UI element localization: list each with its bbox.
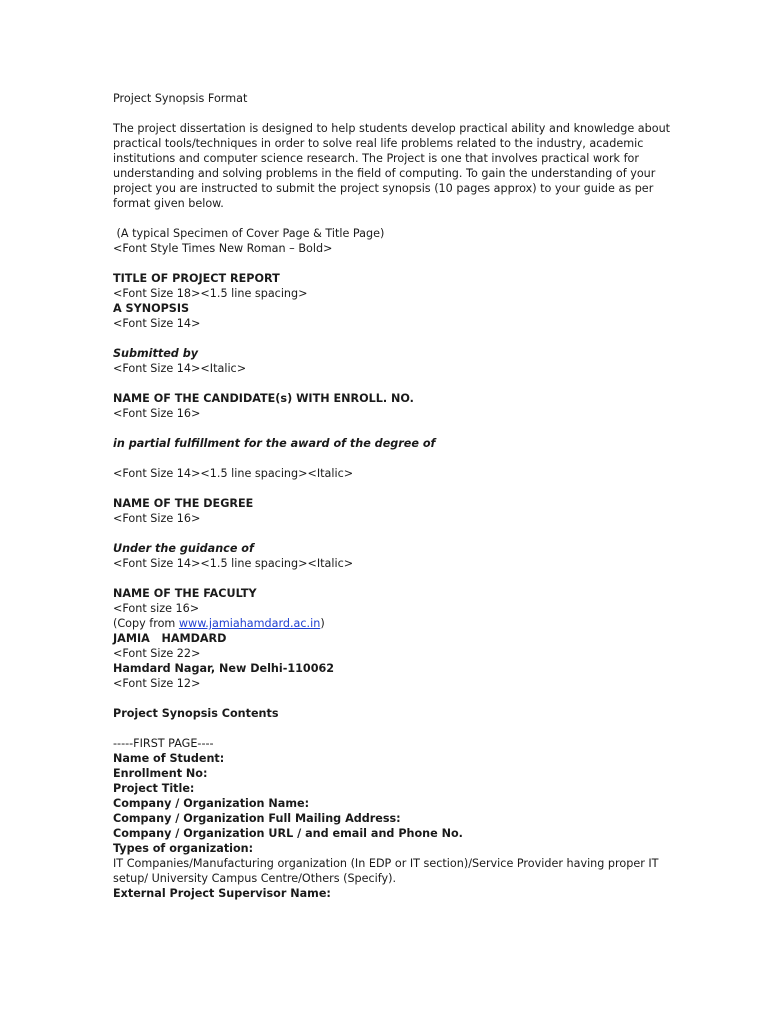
copy-from-line: [113, 616, 653, 631]
spacer: [113, 451, 653, 466]
intro-line: format given below.: [113, 197, 224, 210]
contents-heading: Project Synopsis Contents: [113, 707, 279, 720]
partial-fulfillment: in partial fulfillment for the award of the degree of: [113, 437, 436, 450]
intro-line: understanding and solving problems in the field of computing. To gain the understanding of your: [113, 167, 656, 180]
intro-line: practical tools/techniques in order to solve real life problems related to the industry, academic: [113, 137, 644, 150]
submitted-spec: <Font Size 14><Italic>: [113, 362, 247, 375]
field-label: Enrollment No:: [113, 767, 208, 780]
spacer: [113, 691, 653, 706]
degree-spec: <Font Size 16>: [113, 512, 201, 525]
field-label: Types of organization:: [113, 842, 254, 855]
candidate-spec: <Font Size 16>: [113, 407, 201, 420]
candidate-heading: NAME OF THE CANDIDATE(s) WITH ENROLL. NO.: [113, 392, 414, 405]
spacer: [113, 571, 653, 586]
org-types-line: IT Companies/Manufacturing organization (In EDP or IT section)/Service Provider having proper IT: [113, 857, 659, 870]
field-label: Company / Organization Name:: [113, 797, 310, 810]
font-style-note: <Font Style Times New Roman – Bold>: [113, 242, 333, 255]
intro-line: project you are instructed to submit the project synopsis (10 pages approx) to your guide as per: [113, 182, 654, 195]
spacer: [113, 421, 653, 436]
document-body: [113, 91, 671, 901]
synopsis-spec: <Font Size 14>: [113, 317, 201, 330]
field-label: Company / Organization Full Mailing Address:: [113, 812, 401, 825]
guidance-heading: Under the guidance of: [113, 542, 254, 555]
org-types-line: setup/ University Campus Centre/Others (Specify).: [113, 872, 397, 885]
spacer: [113, 106, 653, 121]
partial-spec: <Font Size 14><1.5 line spacing><Italic>: [113, 467, 354, 480]
title-spec: <Font Size 18><1.5 line spacing>: [113, 287, 308, 300]
field-label: Company / Organization URL / and email and Phone No.: [113, 827, 463, 840]
address-spec: <Font Size 12>: [113, 677, 201, 690]
copy-prefix: (Copy from: [113, 617, 179, 630]
faculty-heading: NAME OF THE FACULTY: [113, 587, 257, 600]
spacer: [113, 721, 653, 736]
guidance-spec: <Font Size 14><1.5 line spacing><Italic>: [113, 557, 354, 570]
field-label: Project Title:: [113, 782, 195, 795]
university-address: Hamdard Nagar, New Delhi-110062: [113, 662, 335, 675]
faculty-spec: <Font size 16>: [113, 602, 200, 615]
first-page-marker: -----FIRST PAGE----: [113, 737, 214, 750]
intro-line: institutions and computer science research. The Project is one that involves practical work for: [113, 152, 639, 165]
synopsis-heading: A SYNOPSIS: [113, 302, 190, 315]
university-website-link[interactable]: www.jamiahamdard.ac.in: [178, 617, 321, 630]
spacer: [113, 376, 653, 391]
degree-heading: NAME OF THE DEGREE: [113, 497, 254, 510]
spacer: [113, 211, 653, 226]
university-name: JAMIA HAMDARD: [113, 632, 227, 645]
intro-line: The project dissertation is designed to help students develop practical ability and knowledge about: [113, 122, 671, 135]
specimen-note: (A typical Specimen of Cover Page & Title Page): [113, 227, 385, 240]
supervisor-field-label: External Project Supervisor Name:: [113, 887, 331, 900]
field-label: Name of Student:: [113, 752, 225, 765]
submitted-by: Submitted by: [113, 347, 199, 360]
spacer: [113, 331, 653, 346]
spacer: [113, 481, 653, 496]
title-of-report: TITLE OF PROJECT REPORT: [113, 272, 280, 285]
document-title: Project Synopsis Format: [113, 92, 248, 105]
spacer: [113, 526, 653, 541]
spacer: [113, 256, 653, 271]
intro-paragraph: [113, 121, 671, 211]
copy-suffix: ): [320, 617, 325, 630]
university-spec: <Font Size 22>: [113, 647, 201, 660]
